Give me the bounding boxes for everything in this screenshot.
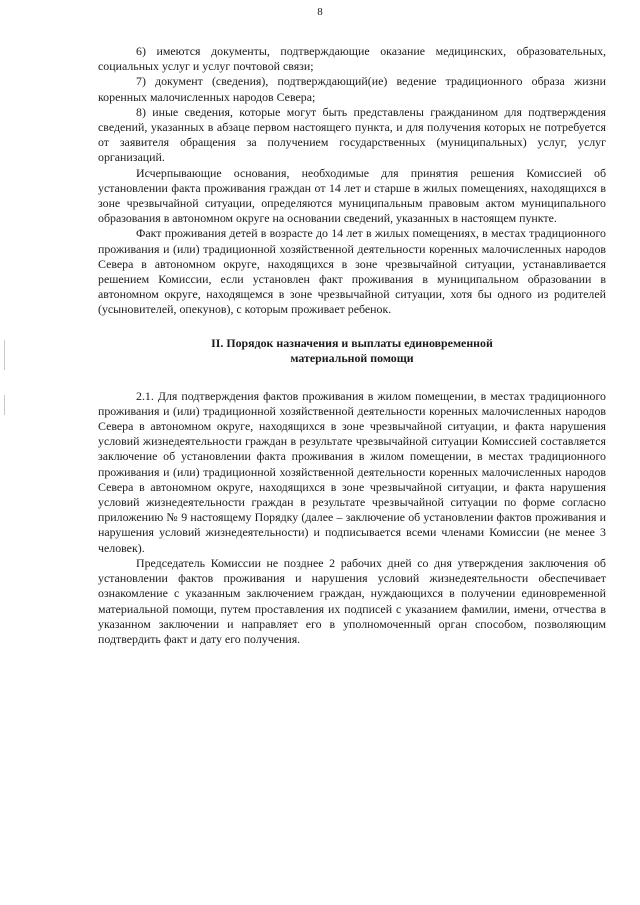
paragraph: Исчерпывающие основания, необходимые для принятия решения Комиссией об установлении факта проживания граждан от 14 лет и старше в жилых помещениях, находящихся в зоне чрезвычайной ситуации, определяются муниципальным правовым актом муниципального образования в автономном округе на основании сведений, указанных в настоящем пункте. [98,165,606,226]
paragraph: 2.1. Для подтверждения фактов проживания в жилом помещении, в местах традиционного проживания и (или) традиционной хозяйственной деятельности коренных малочисленных народов Севера в автономном округе, находящихся в зоне чрезвычайной ситуации, и факта нарушения условий жизнедеятельности граждан в результате чрезвычайной ситуации Комиссией составляется заключение об установлении факта проживания в жилом помещении, в местах традиционного проживания и (или) традиционной хозяйственной деятельности коренных малочисленных народов Севера в автономном округе, находящихся в зоне чрезвычайной ситуации, и факта нарушения условий жизнедеятельности граждан в результате чрезвычайной ситуации по форме согласно приложению № 9 настоящему Порядку (далее – заключение об установлении фактов проживания и нарушения условий жизнедеятельности) и подписывается всеми членами Комиссии (не менее 3 человек). [98,388,606,555]
section-heading-line: материальной помощи [290,350,414,365]
page-number: 8 [317,6,323,18]
paragraph: 6) имеются документы, подтверждающие оказание медицинских, образовательных, социальных услуг и услуг почтовой связи; [98,44,606,74]
document-body [98,44,606,647]
binding-edge-mark [4,395,5,415]
binding-edge-mark [4,340,5,370]
section-heading [98,336,606,366]
paragraph: 8) иные сведения, которые могут быть представлены гражданином для подтверждения сведений, указанных в абзаце первом настоящего пункта, и для получения которых не потребуется от заявителя обращения за получением государственных (муниципальных) услуг, услуг организаций. [98,104,606,165]
paragraph: 7) документ (сведения), подтверждающий(ие) ведение традиционного образа жизни коренных малочисленных народов Севера; [98,74,606,104]
section-heading-line: II. Порядок назначения и выплаты единовременной [211,335,493,350]
paragraph: Факт проживания детей в возрасте до 14 лет в жилых помещениях, в местах традиционного проживания и (или) традиционной хозяйственной деятельности коренных малочисленных народов Севера в автономном округе, находящихся в зоне чрезвычайной ситуации, устанавливается решением Комиссии, если установлен факт проживания в муниципальном образовании в автономном округе, находящемся в зоне чрезвычайной ситуации, хотя бы одного из родителей (усыновителей, опекунов), с которым проживает ребенок. [98,226,606,317]
paragraph: Председатель Комиссии не позднее 2 рабочих дней со дня утверждения заключения об установлении фактов проживания и нарушения условий жизнедеятельности обеспечивает ознакомление с указанным заключением граждан, нуждающихся в получении единовременной материальной помощи, путем проставления их подписей с указанием фамилии, имени, отчества в указанном заключении и направляет его в уполномоченный орган способом, позволяющим подтвердить факт и дату его получения. [98,555,606,646]
